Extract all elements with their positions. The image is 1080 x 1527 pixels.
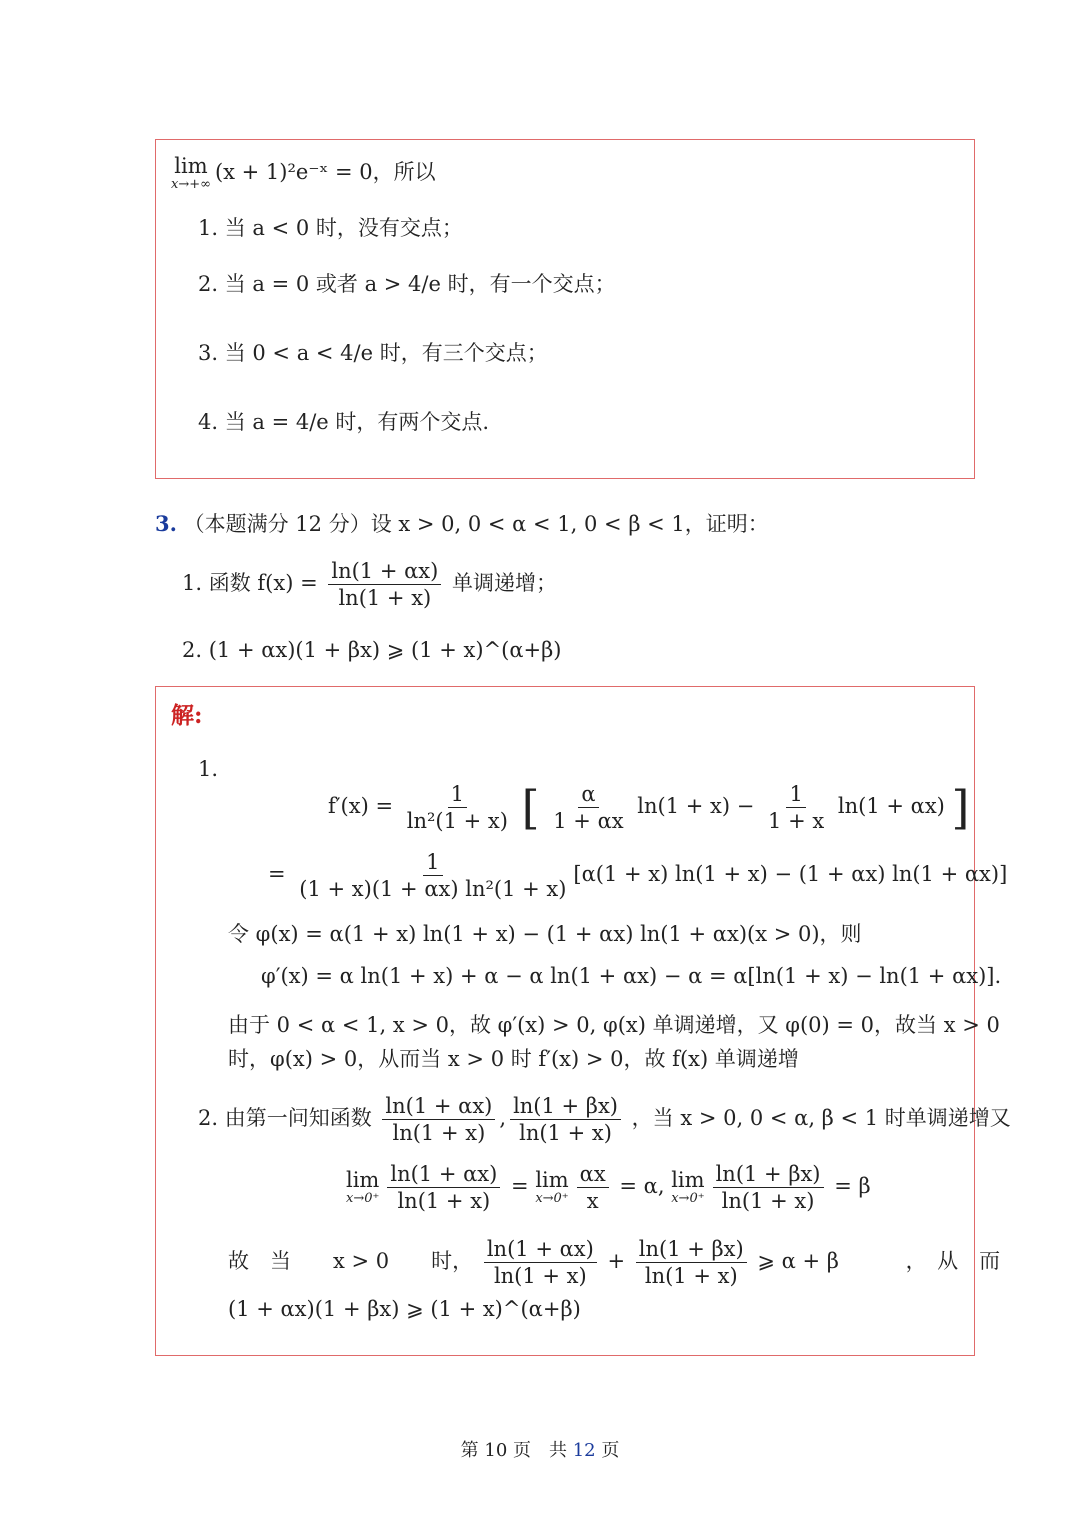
deriv-term2-tail: ln(1 + αx)	[837, 794, 945, 819]
phi-definition: 令 φ(x) = α(1 + x) ln(1 + x) − (1 + αx) ln(1 + αx)(x > 0)，则	[228, 922, 862, 946]
fraction-den: x	[586, 1189, 599, 1214]
deriv2-tail: [α(1 + x) ln(1 + x) − (1 + αx) ln(1 + αx)]	[573, 862, 1008, 887]
case-item-3: 3. 当 0 < a < 4/e 时，有三个交点；	[198, 341, 548, 365]
fraction-den: ln²(1 + x)	[406, 809, 508, 834]
part1-prefix: 1. 函数 f(x) =	[182, 571, 318, 596]
limit-rest: (x + 1)²e⁻ˣ = 0，所以	[214, 160, 436, 184]
deriv-lhs: f′(x) =	[328, 794, 394, 819]
lim-word: lim	[671, 1168, 705, 1193]
lim-word: lim	[346, 1168, 380, 1193]
part2-fraction-1	[382, 1095, 495, 1144]
deriv-coef	[404, 783, 511, 832]
lim-word: lim	[535, 1168, 569, 1193]
case-item-2: 2. 当 a = 0 或者 a > 4/e 时，有一个交点；	[198, 272, 616, 296]
fraction-num: ln(1 + βx)	[636, 1238, 747, 1263]
fraction-num: ln(1 + αx)	[328, 560, 441, 585]
fraction-num: ln(1 + αx)	[382, 1095, 495, 1120]
eq-2: = α,	[619, 1174, 665, 1199]
limit-word: lim	[174, 154, 208, 178]
final-fraction-a	[484, 1238, 597, 1287]
part2-prefix: 2. 由第一问知函数	[198, 1106, 372, 1131]
conclusion-line-2: 时，φ(x) > 0，从而当 x > 0 时 f′(x) > 0，故 f(x) 单调递增	[228, 1047, 799, 1071]
fraction-num: ln(1 + βx)	[713, 1163, 824, 1188]
answer-box-previous	[155, 139, 975, 479]
lim-sub: x→0⁺	[535, 1191, 569, 1207]
fraction-den: 1 + αx	[553, 809, 624, 834]
fraction-den: ln(1 + x)	[721, 1189, 815, 1214]
part1-fraction	[328, 560, 441, 609]
conclusion-line-1: 由于 0 < α < 1, x > 0，故 φ′(x) > 0, φ(x) 单调递增，又 φ(0) = 0，故当 x > 0	[228, 1013, 1000, 1037]
final-comma: ， 从 而	[905, 1249, 1001, 1274]
final-prefix: 故 当 x > 0 时，	[228, 1249, 474, 1274]
limits-line	[346, 1163, 871, 1212]
fraction-num: α	[578, 783, 598, 808]
deriv2-eq: =	[268, 862, 286, 887]
fraction-num: 1	[448, 783, 467, 808]
case-item-4: 4. 当 a = 4/e 时，有两个交点.	[198, 410, 490, 434]
question-header	[155, 513, 769, 535]
fraction-den: ln(1 + x)	[644, 1264, 738, 1289]
fraction-den: ln(1 + x)	[392, 1121, 486, 1146]
limit-a-fraction	[387, 1163, 500, 1212]
fraction-den: ln(1 + x)	[493, 1264, 587, 1289]
fraction-den: (1 + x)(1 + αx) ln²(1 + x)	[299, 877, 567, 902]
plus-sign: +	[607, 1249, 626, 1274]
part1-suffix: 单调递增；	[452, 571, 558, 596]
deriv-term1	[550, 783, 626, 832]
question-text: （本题满分 12 分）设 x > 0, 0 < α < 1, 0 < β < 1，证明：	[183, 512, 769, 536]
fraction-num: ln(1 + βx)	[510, 1095, 621, 1120]
eq-3: = β	[834, 1174, 871, 1199]
fraction-den: 1 + x	[768, 809, 825, 834]
limit-line	[171, 156, 436, 191]
part2-suffix: ，当 x > 0, 0 < α, β < 1 时单调递增又	[631, 1106, 1011, 1131]
final-fraction-b	[636, 1238, 747, 1287]
limit-b	[535, 1170, 568, 1205]
part2-line: 2. 由第一问知函数 $\frac{\ln(1 + \alpha x)}{\ln(1 + x)}$ , $\frac{\ln(1 + \beta x)}{\ln(1 + x)}$ ，当 x > 0, 0 < α, β < 1 时单调递增又	[198, 1094, 1011, 1146]
final-inequality: ⩾ α + β	[757, 1249, 839, 1274]
fraction-den: ln(1 + x)	[519, 1121, 612, 1146]
derivative-line-1	[328, 780, 970, 835]
fraction-num: 1	[423, 851, 442, 876]
fraction-num: ln(1 + αx)	[484, 1238, 597, 1263]
limit-c-fraction	[713, 1163, 824, 1212]
solution-label: 解:	[171, 702, 203, 729]
phi-derivative: φ′(x) = α ln(1 + x) + α − α ln(1 + αx) − α = α[ln(1 + x) − ln(1 + αx)].	[261, 964, 1002, 988]
part2-fraction-2	[510, 1095, 621, 1144]
lim-sub: x→0⁺	[671, 1191, 705, 1207]
limit-c	[671, 1170, 704, 1205]
lim-sub: x→0⁺	[346, 1191, 380, 1207]
question-part2: 2. (1 + αx)(1 + βx) ⩾ (1 + x)^(α+β)	[182, 638, 562, 662]
fraction-num: ln(1 + αx)	[387, 1163, 500, 1188]
deriv-term1-tail: ln(1 + x) −	[637, 794, 755, 819]
fraction-den: ln(1 + x)	[338, 586, 432, 611]
question-part1	[182, 560, 557, 609]
final-line	[228, 1238, 1000, 1287]
footer-total-pages: 12	[572, 1440, 596, 1461]
part1-label: 1.	[198, 757, 219, 781]
final-result: (1 + αx)(1 + βx) ⩾ (1 + x)^(α+β)	[228, 1297, 581, 1321]
left-bracket: [	[521, 780, 540, 835]
footer-prefix: 第 10 页 共	[460, 1440, 573, 1461]
deriv-term2	[765, 783, 827, 832]
derivative-line-2	[268, 851, 1007, 900]
page-footer	[0, 1436, 1080, 1462]
eq-1: =	[511, 1174, 529, 1199]
limit-b-fraction	[577, 1163, 609, 1212]
solution-box	[155, 686, 1011, 1356]
limit-sub: x→+∞	[171, 177, 211, 192]
fraction-den: ln(1 + x)	[397, 1189, 491, 1214]
right-bracket: ]	[951, 780, 970, 835]
question-number: 3.	[155, 511, 177, 536]
fraction-num: 1	[786, 783, 805, 808]
fraction-num: αx	[577, 1163, 609, 1188]
deriv2-fraction	[296, 851, 569, 900]
case-item-1: 1. 当 a < 0 时，没有交点；	[198, 216, 463, 240]
limit-a	[346, 1170, 379, 1205]
footer-suffix: 页	[595, 1440, 620, 1461]
